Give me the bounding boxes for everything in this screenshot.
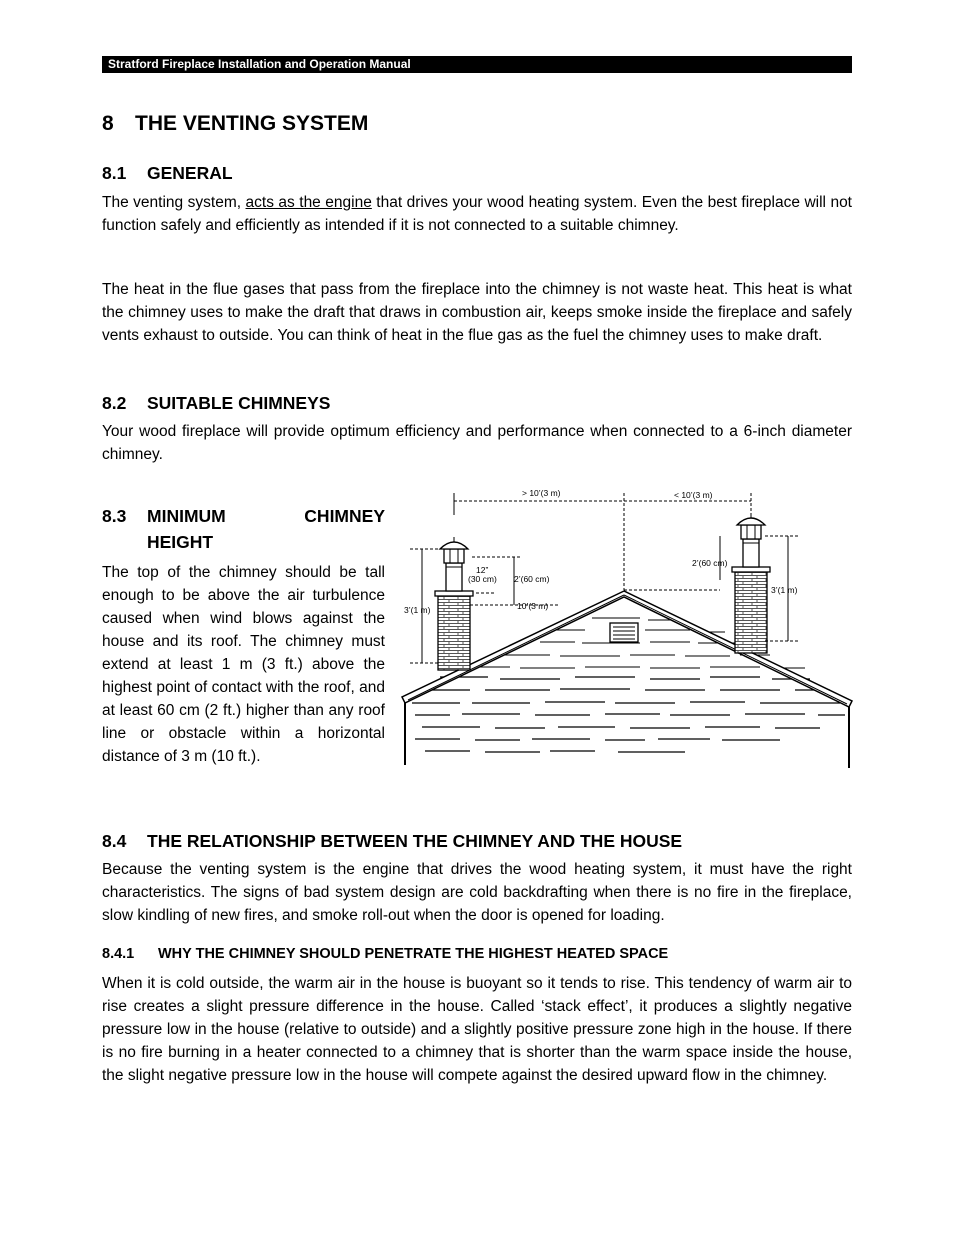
general-paragraph-2: The heat in the flue gases that pass from the fireplace into the chimney is not waste heat. This heat is what the chimney uses to make the draft that draws in combustion air, keeps smoke inside the fireplace and safely vents exhaust to outside. You can think of heat in the flue gas as the fuel the chimney uses to make draft.	[102, 281, 852, 344]
section-title: MINIMUM CHIMNEY	[147, 506, 385, 526]
heading-line-2: HEIGHT	[147, 532, 214, 552]
text-run: The venting system,	[102, 194, 246, 211]
label-min-distance-left: > 10’(3 m)	[522, 488, 561, 498]
section-title: WHY THE CHIMNEY SHOULD PENETRATE THE HIGHEST HEATED SPACE	[158, 946, 669, 962]
label-right-2ft: 2’(60 cm)	[692, 558, 728, 568]
section-8-4-heading	[102, 828, 682, 854]
label-30-cm: (30 cm)	[468, 574, 497, 584]
section-8-4-1-heading	[102, 946, 668, 962]
horizontal-dimension-lines	[454, 493, 751, 590]
section-8-3-heading	[102, 503, 385, 555]
section-8-heading	[102, 112, 368, 136]
chimneys-paragraph: Your wood fireplace will provide optimum efficiency and performance when connected to a 6-inch diameter chimney.	[102, 423, 852, 463]
section-8-2-heading	[102, 390, 330, 416]
underlined-phrase: acts as the engine	[245, 194, 372, 211]
relationship-paragraph: Because the venting system is the engine that drives the wood heating system, it must have the right characteristics. The signs of bad system design are cold backdrafting when there is no fire in the fireplace, slow kindling of new fires, and smoke roll-out when the door is opened for loading.	[102, 861, 852, 924]
house-siding	[412, 677, 845, 752]
section-number: 8.3	[102, 506, 127, 526]
label-horizontal-10ft: 10’(3 m)	[517, 601, 549, 611]
chimney-height-diagram	[400, 485, 855, 770]
section-title: SUITABLE CHIMNEYS	[147, 393, 331, 413]
label-left-chimney-height: 3’(1 m)	[404, 605, 431, 615]
left-chimney-icon	[435, 537, 473, 670]
heading-line-1	[102, 503, 385, 529]
section-title: THE VENTING SYSTEM	[135, 112, 369, 135]
section-number: 8.2	[102, 393, 127, 413]
label-right-chimney-height: 3’(1 m)	[771, 585, 798, 595]
label-12-inch: 12”	[476, 565, 489, 575]
section-number: 8.1	[102, 163, 127, 183]
text-run: that drives your wood heating system. Even the best fireplace will not function safely and efficiently as intended if it is not connected to a suitable chimney.	[102, 194, 852, 234]
right-chimney-icon	[732, 513, 770, 653]
section-title: GENERAL	[147, 163, 233, 183]
stack-effect-paragraph: When it is cold outside, the warm air in the house is buoyant so it tends to rise. This tendency of warm air to rise creates a slight pressure difference in the house. Called ‘stack effect’, it produces a slightly negative pressure low in the house (relative to outside) and a slightly positive pressure zone high in the house. If there is no fire burning in a heater connected to a chimney that is shorter than the warm space inside the house, the slight negative pressure low in the house will compete against the desired upward flow in the chimney.	[102, 975, 852, 1084]
section-number: 8.4	[102, 831, 127, 851]
section-8-1-heading	[102, 160, 233, 186]
section-number: 8	[102, 112, 114, 135]
label-max-distance-right: < 10’(3 m)	[674, 490, 713, 500]
running-header: Stratford Fireplace Installation and Operation Manual	[102, 56, 852, 73]
section-number: 8.4.1	[102, 946, 135, 962]
label-left-2ft: 2’(60 cm)	[514, 574, 550, 584]
general-paragraph-1	[102, 191, 852, 237]
chimney-height-paragraph: The top of the chimney should be tall enough to be above the air turbulence caused when wind blows against the house and its roof. The chimney must extend at least 1 m (3 ft.) above the highest point of contact with the roof, and at least 60 cm (2 ft.) higher than any roof line or obstacle within a horizontal distance of 3 m (10 ft.).	[102, 564, 385, 765]
section-title: THE RELATIONSHIP BETWEEN THE CHIMNEY AND THE HOUSE	[147, 831, 683, 851]
